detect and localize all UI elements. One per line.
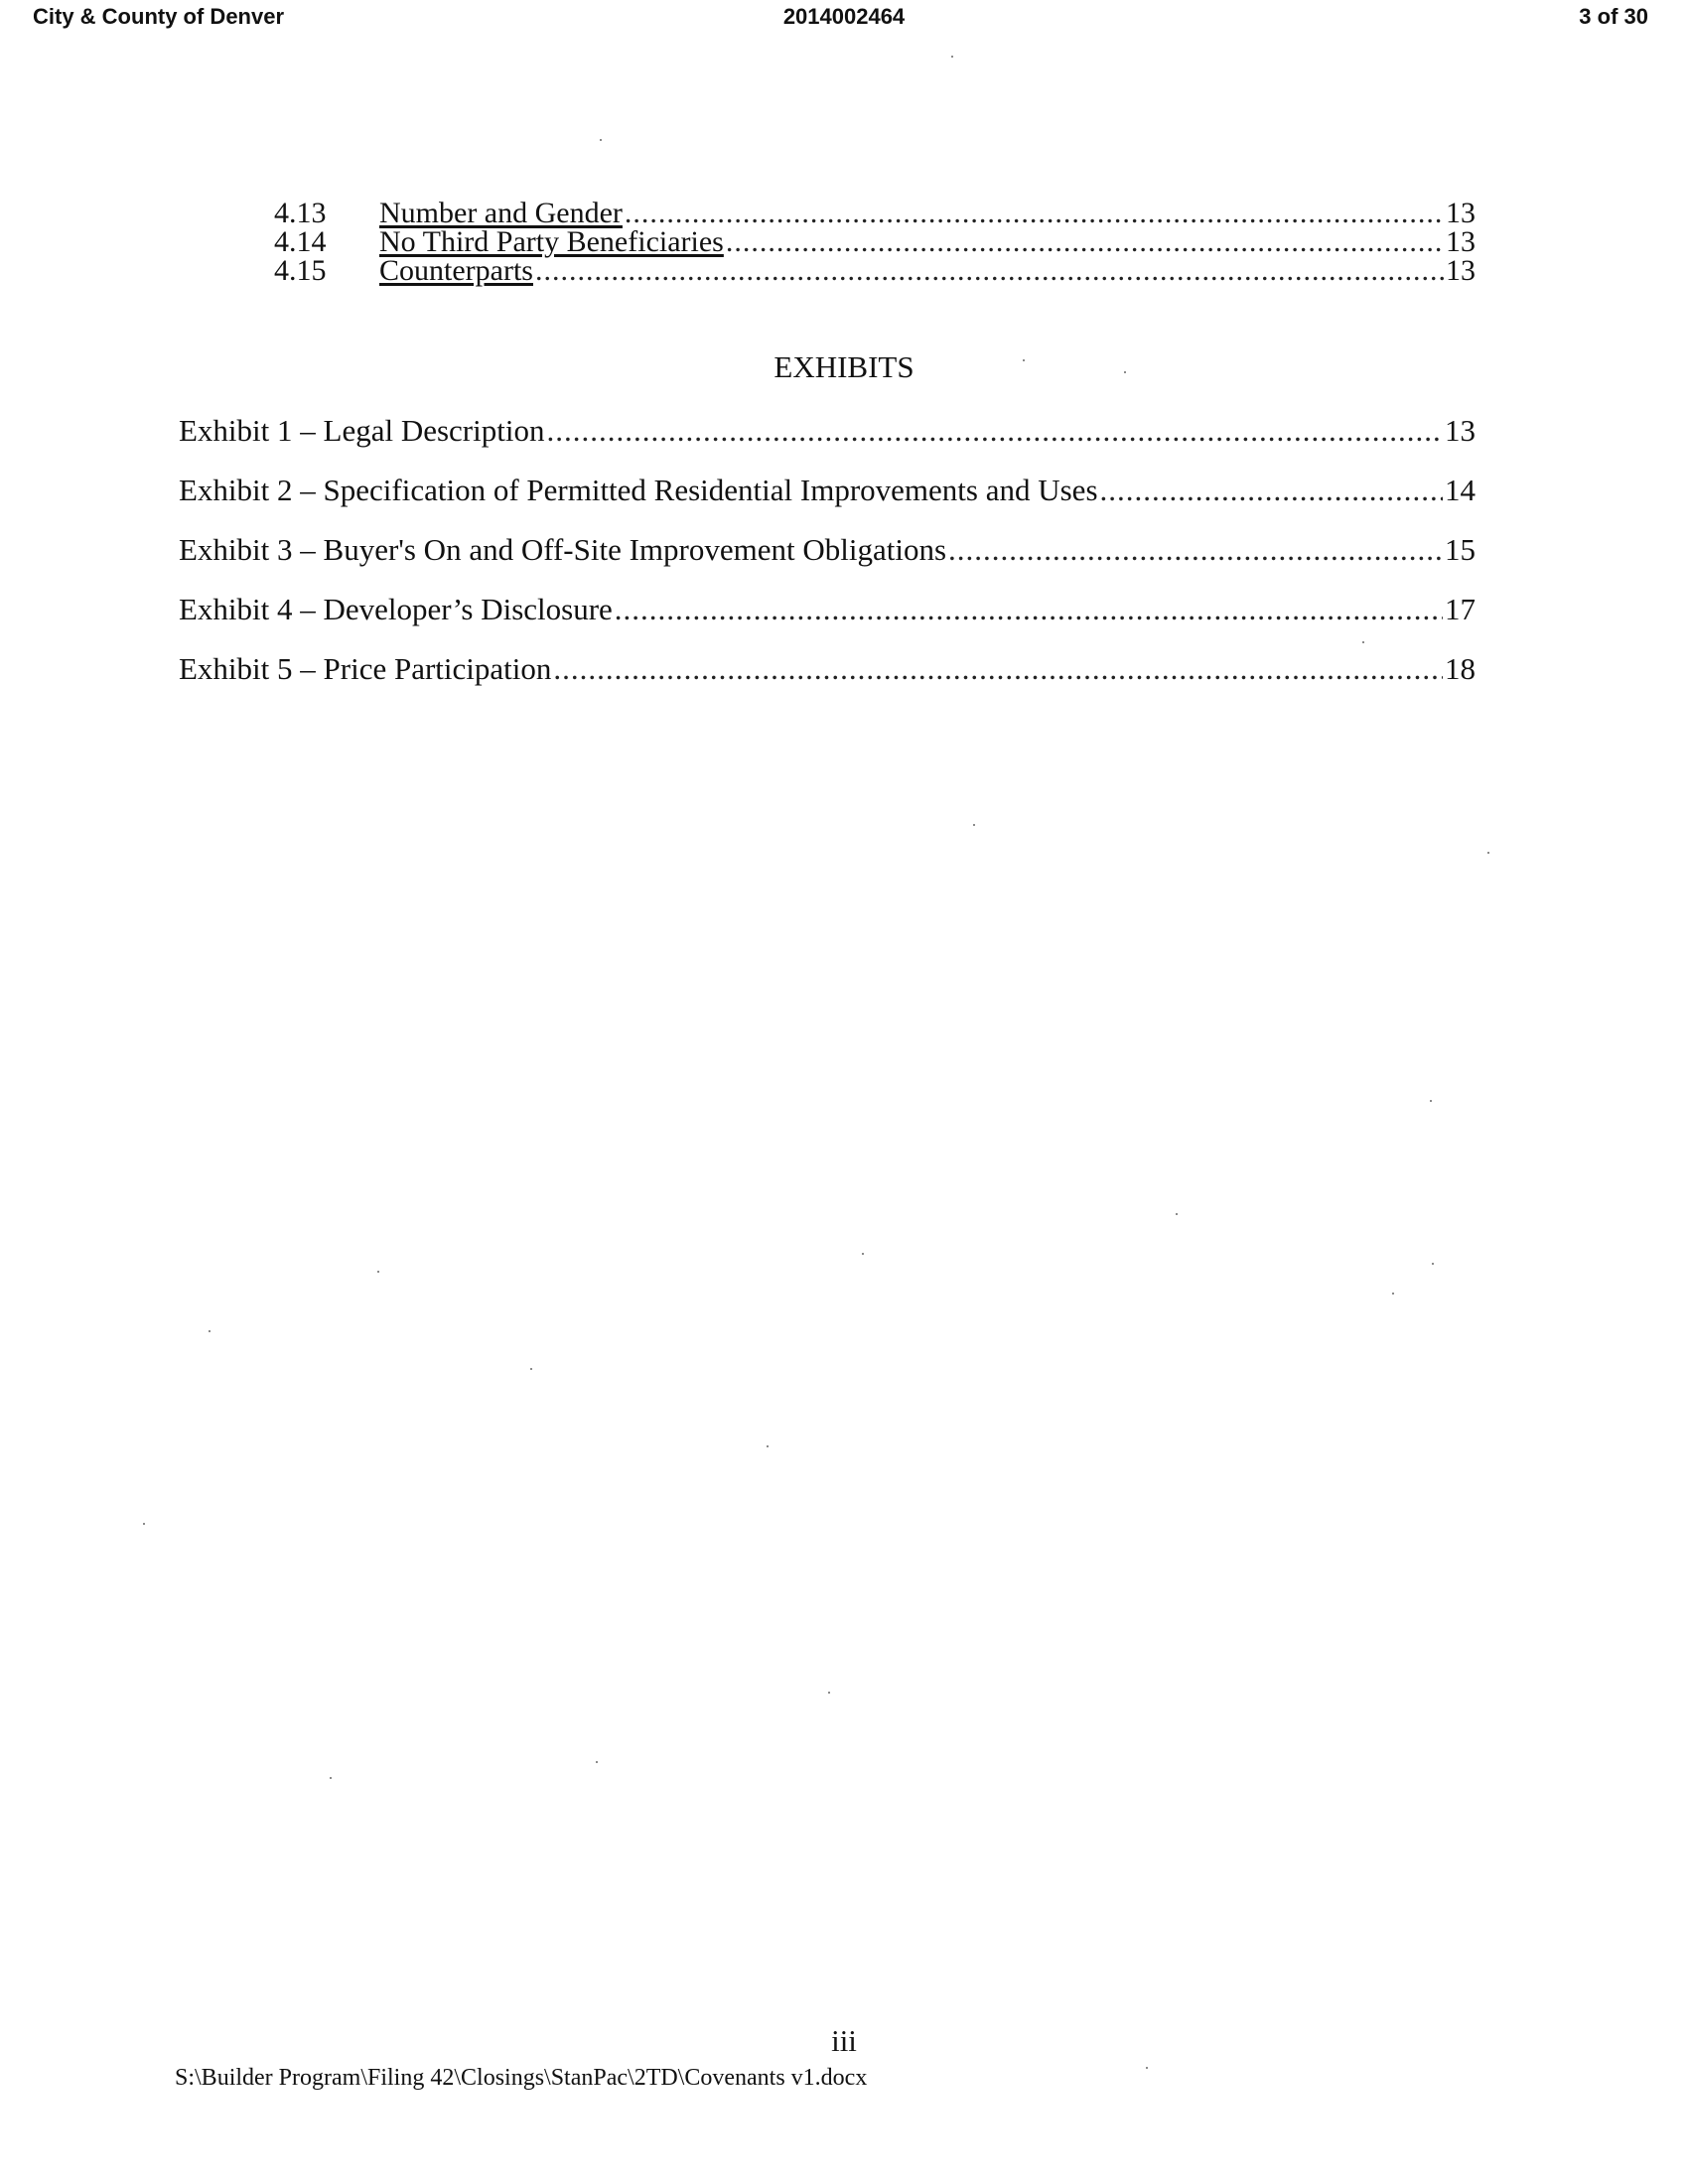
- scan-speck: [767, 1445, 769, 1447]
- scan-speck: [1023, 359, 1025, 361]
- dot-leader: [615, 590, 1443, 629]
- exhibit-title[interactable]: Exhibit 2 – Specification of Permitted Residential Improvements and Uses: [179, 473, 1098, 507]
- scan-speck: [862, 1253, 864, 1255]
- dot-leader: [625, 199, 1444, 227]
- section-number: 4.13: [274, 197, 327, 229]
- section-number: 4.15: [274, 254, 327, 287]
- dot-leader: [726, 227, 1444, 256]
- section-title-link[interactable]: Number and Gender: [379, 197, 623, 229]
- page-number: 17: [1445, 592, 1476, 626]
- scan-speck: [530, 1368, 532, 1370]
- exhibit-row[interactable]: [179, 530, 1476, 590]
- toc-row[interactable]: [274, 199, 1476, 227]
- exhibit-row[interactable]: [179, 590, 1476, 649]
- scan-speck: [600, 139, 602, 141]
- header-agency: City & County of Denver: [33, 4, 285, 29]
- toc-row[interactable]: [274, 256, 1476, 285]
- page-number: 13: [1446, 254, 1476, 287]
- header-page-count: 3 of 30: [1579, 4, 1648, 29]
- exhibit-row[interactable]: [179, 649, 1476, 709]
- exhibit-title[interactable]: Exhibit 1 – Legal Description: [179, 413, 545, 448]
- toc-row[interactable]: [274, 227, 1476, 256]
- scan-speck: [1176, 1213, 1178, 1215]
- scan-speck: [330, 1777, 332, 1779]
- scan-speck: [377, 1271, 379, 1273]
- scan-speck: [1432, 1263, 1434, 1265]
- page-number: 15: [1445, 532, 1476, 567]
- page-number: 18: [1445, 651, 1476, 686]
- document-header: [0, 4, 1688, 38]
- dot-leader: [553, 649, 1443, 689]
- header-reception-number: 2014002464: [782, 4, 906, 29]
- scan-speck: [1124, 371, 1126, 373]
- scan-speck: [1487, 852, 1489, 854]
- exhibit-title[interactable]: Exhibit 3 – Buyer's On and Off-Site Improvement Obligations: [179, 532, 947, 567]
- exhibit-title[interactable]: Exhibit 5 – Price Participation: [179, 651, 552, 686]
- scan-speck: [143, 1523, 145, 1525]
- scan-speck: [1392, 1293, 1394, 1295]
- scan-speck: [828, 1692, 830, 1694]
- section-number: 4.14: [274, 225, 327, 258]
- page-number: 13: [1445, 413, 1476, 448]
- dot-leader: [948, 530, 1443, 570]
- scan-speck: [209, 1330, 211, 1332]
- roman-page-number: iii: [831, 2023, 857, 2058]
- footer-file-path: S:\Builder Program\Filing 42\Closings\StanPac\2TD\Covenants v1.docx: [175, 2065, 868, 2091]
- scan-speck: [1362, 641, 1364, 643]
- dot-leader: [535, 256, 1444, 285]
- dot-leader: [1100, 471, 1443, 510]
- toc-section-list: [274, 199, 1476, 285]
- exhibit-title[interactable]: Exhibit 4 – Developer’s Disclosure: [179, 592, 613, 626]
- scan-speck: [1146, 2067, 1148, 2069]
- scan-speck: [1430, 1100, 1432, 1102]
- exhibits-heading: EXHIBITS: [774, 349, 914, 384]
- exhibit-row[interactable]: [179, 471, 1476, 530]
- dot-leader: [546, 411, 1443, 451]
- page-number: 13: [1446, 197, 1476, 229]
- exhibit-list: [179, 411, 1476, 709]
- scan-speck: [951, 56, 953, 58]
- scan-speck: [596, 1761, 598, 1763]
- section-title-link[interactable]: Counterparts: [379, 254, 533, 287]
- page-number: 14: [1445, 473, 1476, 507]
- scan-speck: [973, 824, 975, 826]
- exhibit-row[interactable]: [179, 411, 1476, 471]
- page-number: 13: [1446, 225, 1476, 258]
- section-title-link[interactable]: No Third Party Beneficiaries: [379, 225, 724, 258]
